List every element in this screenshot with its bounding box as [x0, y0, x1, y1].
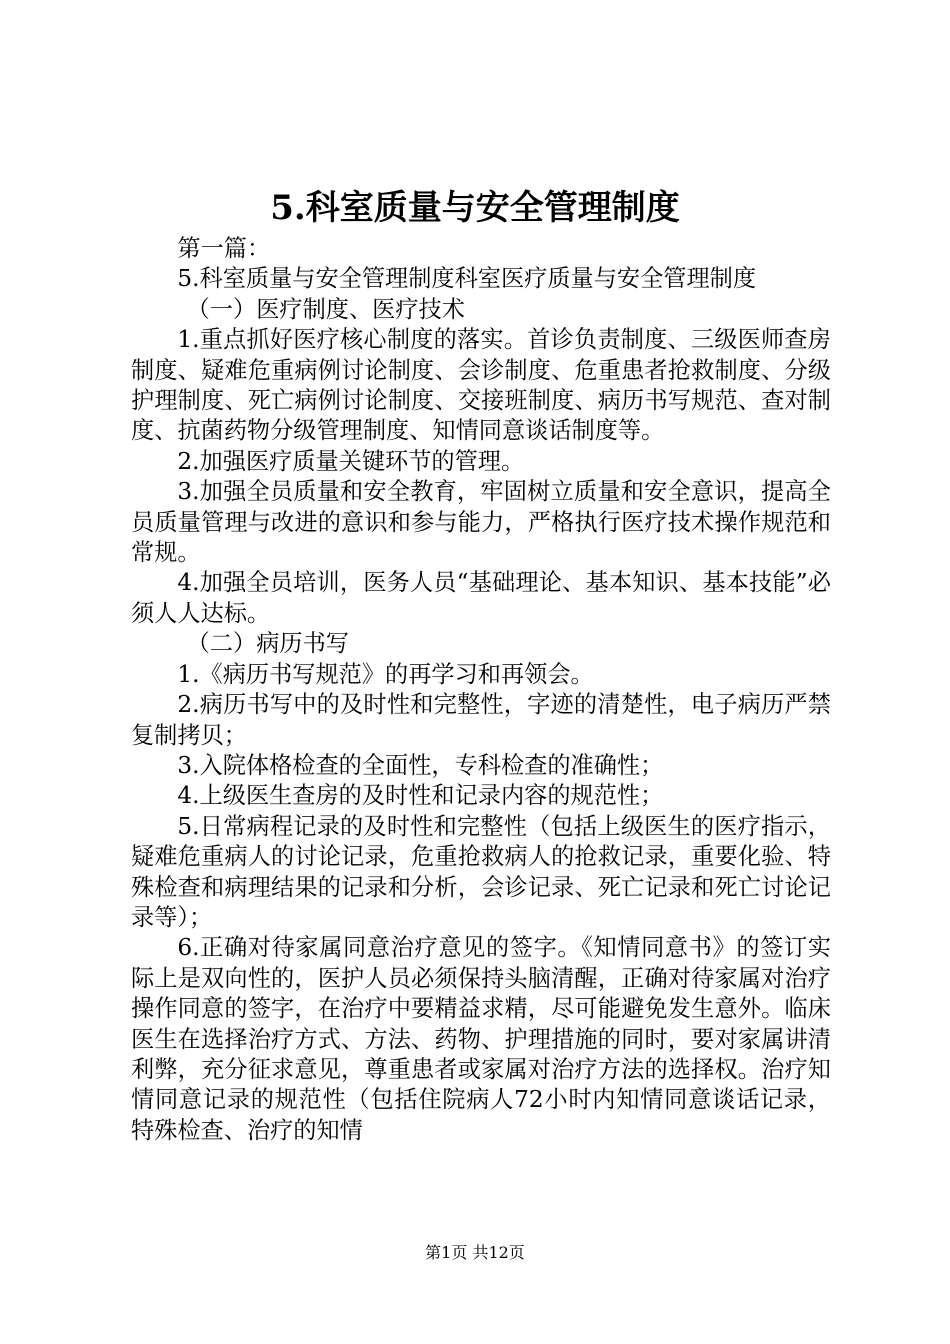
section-heading-medical-system: （一）医疗制度、医疗技术: [186, 295, 465, 323]
page-number-footer: 第1页 共12页: [425, 1243, 525, 1262]
paragraph-records-timeliness: 2.病历书写中的及时性和完整性，字迹的清楚性，电子病历严禁复制拷贝；: [131, 691, 831, 749]
paragraph-key-links: 2.加强医疗质量关键环节的管理。: [177, 447, 525, 475]
section-heading-medical-records: （二）病历书写: [186, 630, 349, 658]
paragraph-physical-exam: 3.入院体格检查的全面性，专科检查的准确性；: [177, 751, 664, 779]
document-body: [131, 234, 831, 1146]
page-title: 5.科室质量与安全管理制度: [270, 188, 680, 228]
paragraph-ward-rounds: 4.上级医生查房的及时性和记录内容的规范性；: [177, 782, 664, 810]
paragraph-records-standard: 1.《病历书写规范》的再学习和再领会。: [177, 660, 594, 688]
paragraph-core-systems: 1.重点抓好医疗核心制度的落实。首诊负责制度、三级医师查房制度、疑难危重病例讨论制度、会诊制度、危重患者抢救制度、分级护理制度、死亡病例讨论制度、交接班制度、病历书写规范、查对制度、抗菌药物分级管理制度、知情同意谈话制度等。: [131, 326, 831, 445]
paragraph-safety-education: 3.加强全员质量和安全教育，牢固树立质量和安全意识，提高全员质量管理与改进的意识和参与能力，严格执行医疗技术操作规范和常规。: [131, 478, 831, 567]
paragraph-progress-notes: 5.日常病程记录的及时性和完整性（包括上级医生的医疗指示，疑难危重病人的讨论记录，危重抢救病人的抢救记录，重要化验、特殊检查和病理结果的记录和分析，会诊记录、死亡记录和死亡讨论记录等）；: [131, 812, 831, 931]
document-heading: 5.科室质量与安全管理制度科室医疗质量与安全管理制度: [177, 265, 757, 293]
paragraph-informed-consent: 6.正确对待家属同意治疗意见的签字。《知情同意书》的签订实际上是双向性的，医护人员必须保持头脑清醒，正确对待家属对治疗操作同意的签字，在治疗中要精益求精，尽可能避免发生意外。临床医生在选择治疗方式、方法、药物、护理措施的同时，要对家属讲清利弊，充分征求意见，尊重患者或家属对治疗方法的选择权。治疗知情同意记录的规范性（包括住院病人72小时内知情同意谈话记录，特殊检查、治疗的知情: [131, 934, 831, 1144]
paragraph-staff-training: 4.加强全员培训，医务人员“基础理论、基本知识、基本技能”必须人人达标。: [131, 569, 831, 627]
section-label: 第一篇：: [177, 235, 271, 262]
